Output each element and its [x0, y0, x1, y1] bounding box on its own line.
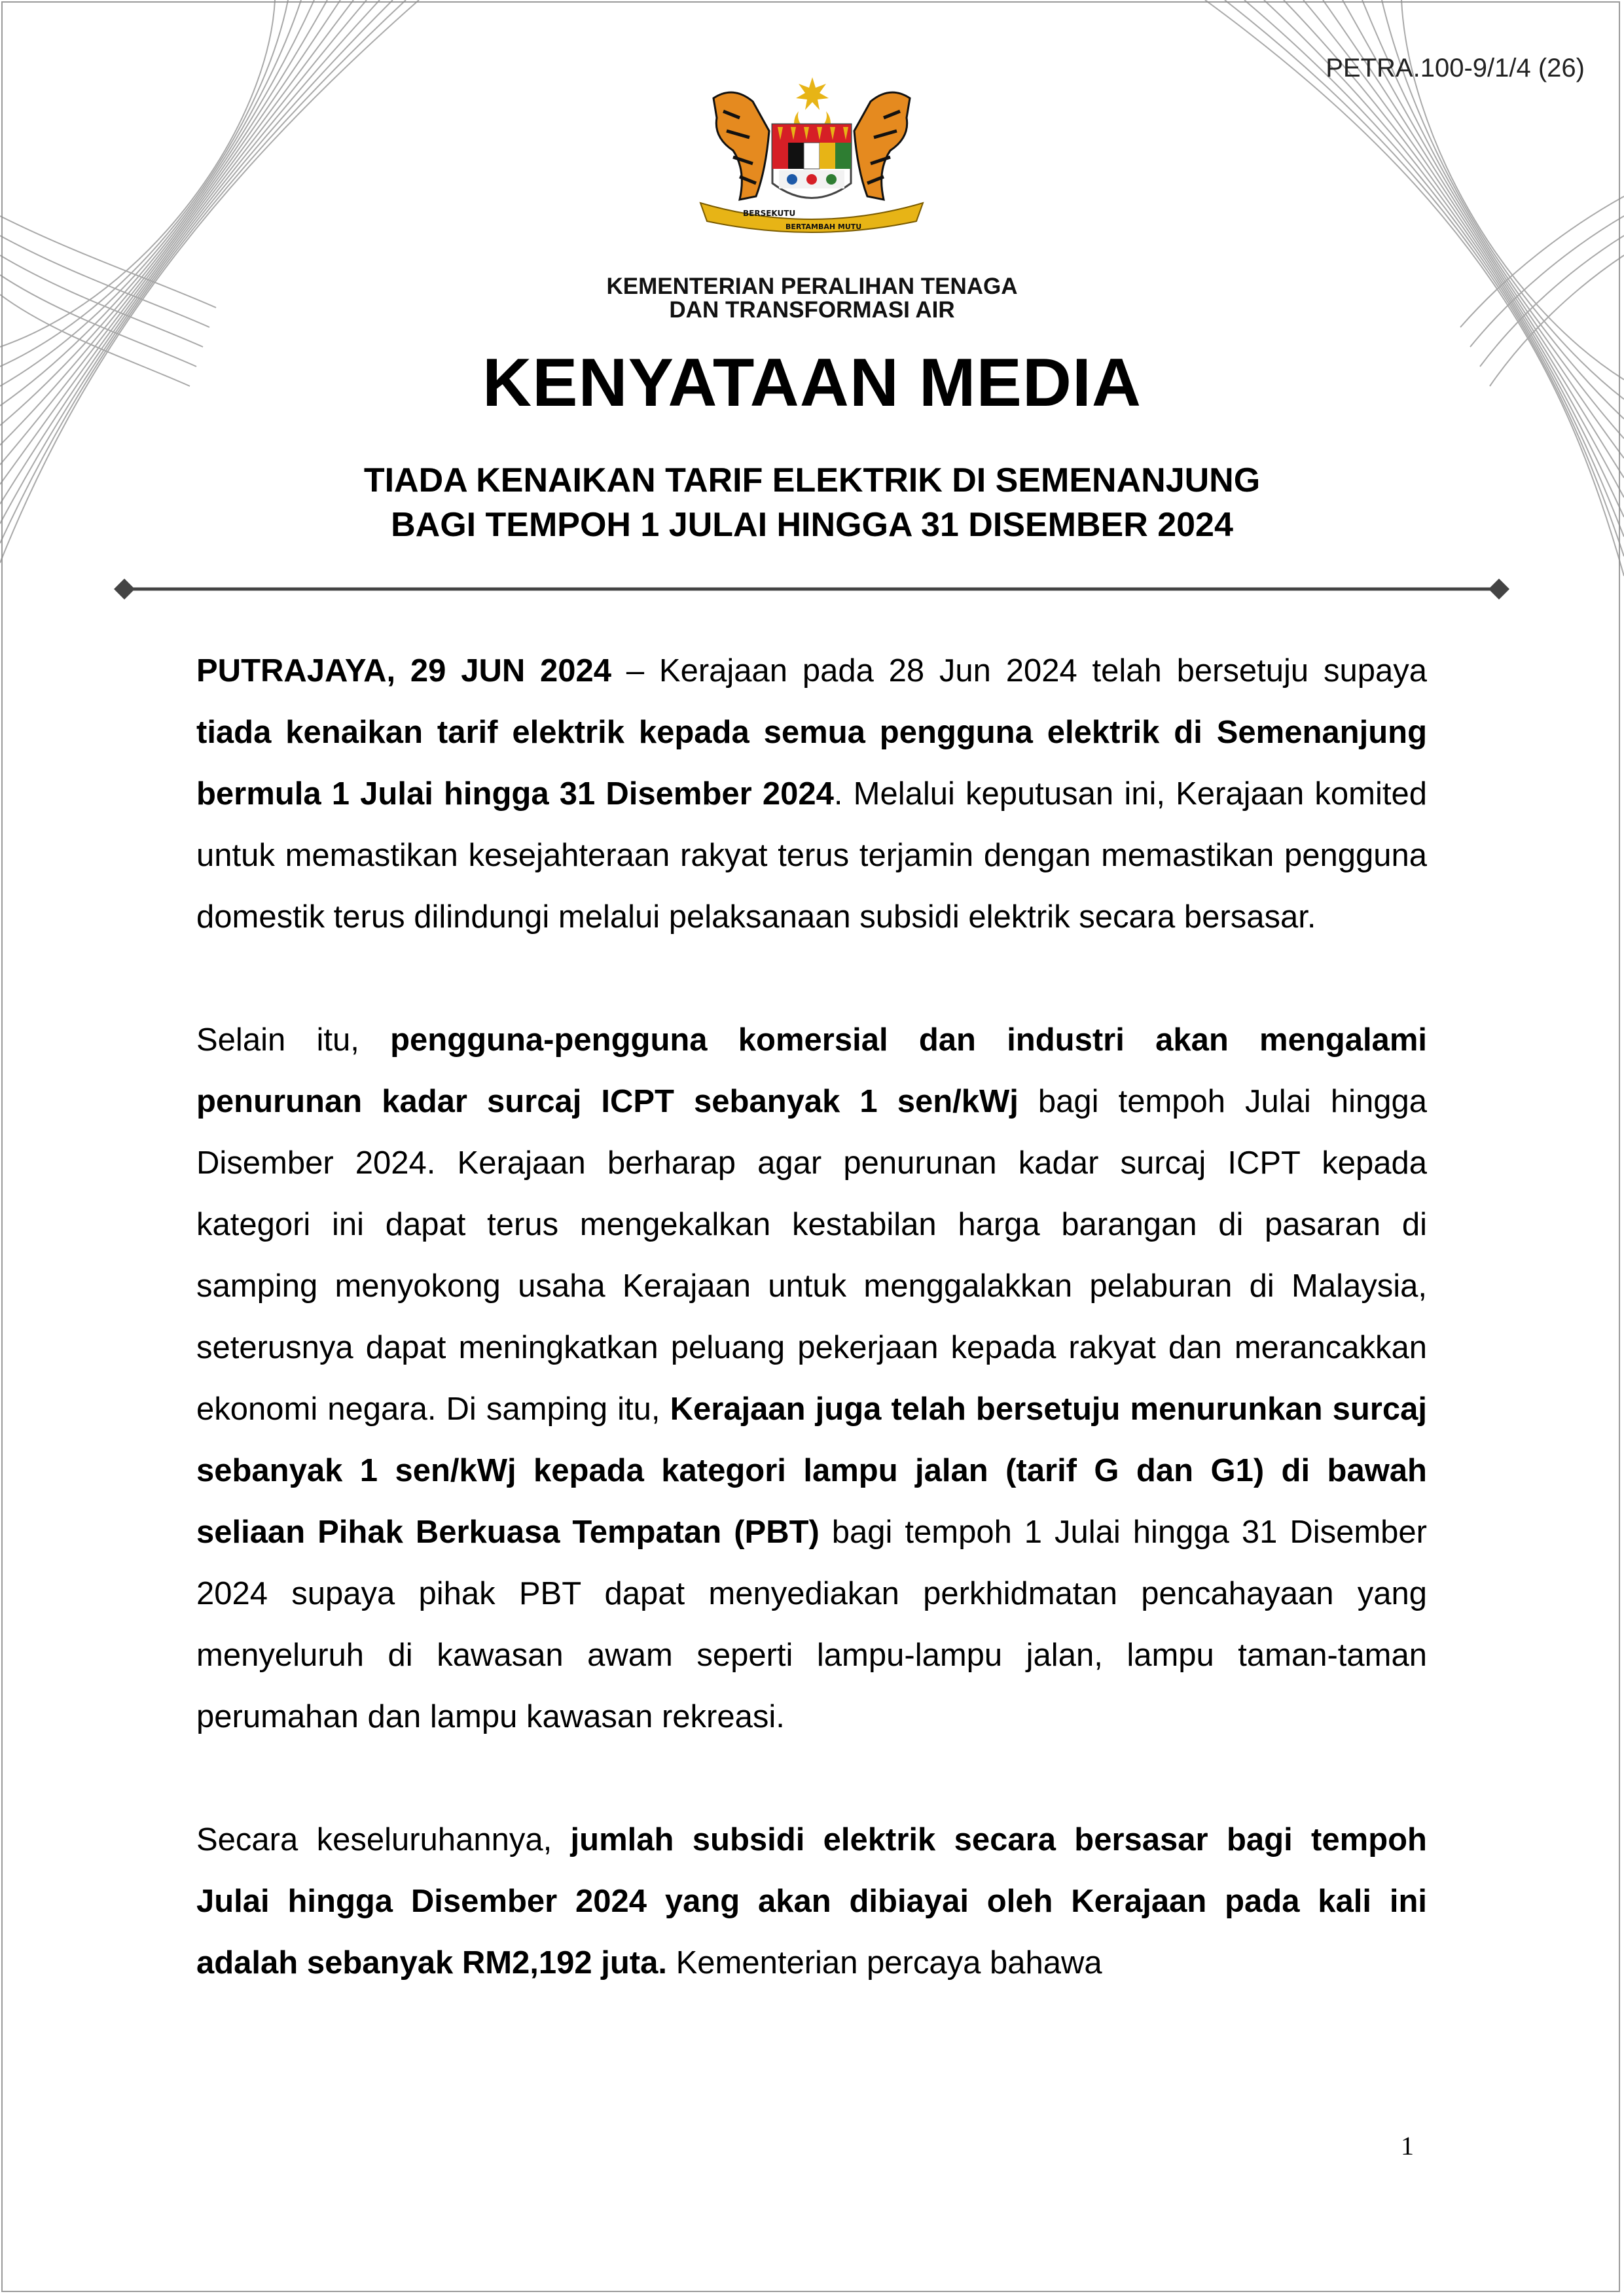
ministry-name	[0, 275, 1624, 322]
paragraph-2: Selain itu, pengguna-pengguna komersial dan industri akan mengalami penurunan kadar surcaj ICPT sebanyak 1 sen/kWj bagi tempoh Julai hingga Disember 2024. Kerajaan berharap agar penurunan kadar surcaj ICPT kepada kategori ini dapat terus mengekalkan kestabilan harga barangan di pasaran di samping menyokong usaha Kerajaan untuk menggalakkan pelaburan di Malaysia, seterusnya dapat meningkatkan peluang pekerjaan kepada rakyat dan merancakkan ekonomi negara. Di samping itu, Kerajaan juga telah bersetuju menurunkan surcaj sebanyak 1 sen/kWj kepada kategori lampu jalan (tarif G dan G1) di bawah seliaan Pihak Berkuasa Tempatan (PBT) bagi tempoh 1 Julai hingga 31 Disember 2024 supaya pihak PBT dapat menyediakan perkhidmatan pencahayaan yang menyeluruh di kawasan awam seperti lampu-lampu jalan, lampu taman-taman perumahan dan lampu kawasan rekreasi.	[196, 1022, 1427, 1734]
headline	[0, 458, 1624, 547]
reference-number: PETRA.100-9/1/4 (26)	[1326, 54, 1585, 82]
headline-line-1: TIADA KENAIKAN TARIF ELEKTRIK DI SEMENANJUNG	[363, 461, 1261, 499]
page-number: 1	[1401, 2131, 1414, 2161]
paragraph-1: PUTRAJAYA, 29 JUN 2024 – Kerajaan pada 28 Jun 2024 telah bersetuju supaya tiada kenaikan tarif elektrik kepada semua pengguna elektrik di Semenanjung bermula 1 Julai hingga 31 Disember 2024. Melalui keputusan ini, Kerajaan komited untuk memastikan kesejahteraan rakyat terus terjamin dengan memastikan pengguna domestik terus dilindungi melalui pelaksanaan subsidi elektrik secara bersasar.	[196, 653, 1427, 935]
dateline: PUTRAJAYA, 29 JUN 2024	[196, 653, 612, 689]
ministry-name-line-1: KEMENTERIAN PERALIHAN TENAGA	[606, 274, 1018, 299]
crest-motto-center: BERTAMBAH MUTU	[785, 223, 862, 231]
crest-motto-left: BERSEKUTU	[743, 209, 796, 218]
title-divider	[111, 576, 1512, 602]
headline-line-2: BAGI TEMPOH 1 JULAI HINGGA 31 DISEMBER 2024	[391, 506, 1233, 544]
paragraph-3: Secara keseluruhannya, jumlah subsidi elektrik secara bersasar bagi tempoh Julai hingga Disember 2024 yang akan dibiayai oleh Kerajaan pada kali ini adalah sebanyak RM2,192 juta. Kementerian percaya bahawa	[196, 1822, 1427, 1981]
document-title: KENYATAAN MEDIA	[482, 345, 1142, 421]
coat-of-arms-emblem	[687, 72, 936, 239]
press-release-body	[196, 640, 1427, 2055]
ministry-name-line-2: DAN TRANSFORMASI AIR	[669, 297, 955, 323]
